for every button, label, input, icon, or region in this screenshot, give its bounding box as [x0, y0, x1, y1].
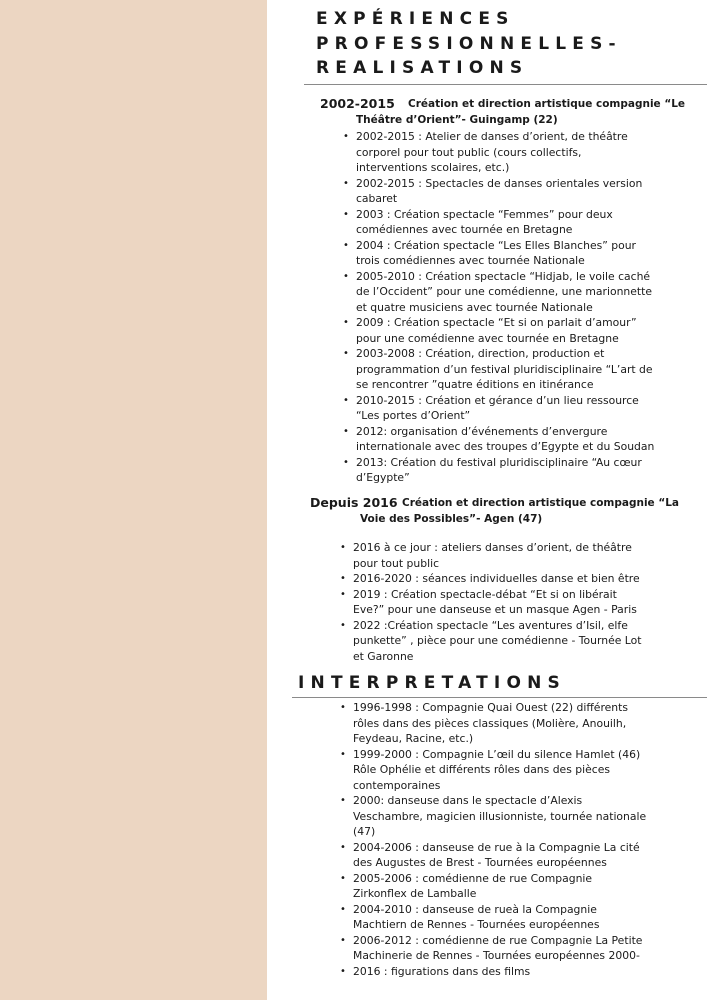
- list-item: [340, 964, 646, 980]
- period-2-list: [340, 540, 642, 664]
- bullet-icon: •: [343, 177, 349, 189]
- experiences-heading: [316, 7, 622, 81]
- item-line: 2005-2010 : Création spectacle “Hidjab, le voile caché: [356, 269, 651, 283]
- bullet-icon: •: [340, 748, 346, 760]
- bullet-icon: •: [340, 841, 346, 853]
- list-item: [343, 176, 654, 207]
- item-line: trois comédiennes avec tournée Nationale: [356, 254, 585, 267]
- bullet-icon: •: [343, 239, 349, 251]
- item-line: 2002-2015 : Spectacles de danses orientales version: [356, 176, 643, 190]
- list-item: [340, 902, 646, 933]
- period-title-line: Création et direction artistique compagnie “La: [402, 497, 679, 509]
- heading-line: REALISATIONS: [316, 58, 529, 78]
- interpretations-list: [340, 700, 647, 979]
- item-line: 2016-2020 : séances individuelles danse et bien être: [353, 572, 640, 585]
- item-line: Machtiern de Rennes - Tournées européennes: [353, 918, 600, 931]
- item-line: 2004-2010 : danseuse de rueà la Compagnie: [353, 902, 597, 916]
- bullet-icon: •: [343, 348, 349, 359]
- list-item: [340, 871, 646, 902]
- item-line: Eve?” pour une danseuse et un masque Agen - Paris: [353, 603, 637, 616]
- bullet-icon: •: [340, 934, 346, 946]
- item-line: et quatre musiciens avec tournée Nationale: [356, 300, 593, 314]
- item-line: corporel pour tout public (cours collectifs,: [356, 145, 582, 159]
- list-item: [343, 207, 654, 238]
- item-line: 2010-2015 : Création et gérance d’un lieu ressource: [356, 393, 639, 407]
- list-item: [340, 840, 646, 871]
- item-line: 2006-2012 : comédienne de rue Compagnie La Petite: [353, 933, 643, 947]
- item-line: 2003-2008 : Création, direction, production et: [356, 347, 605, 360]
- bullet-icon: •: [343, 208, 349, 220]
- item-line: (47): [353, 825, 376, 838]
- item-line: 2012: organisation d’événements d’envergure: [356, 424, 608, 438]
- item-line: 1999-2000 : Compagnie L’œil du silence Hamlet (46): [353, 747, 641, 761]
- item-line: pour tout public: [353, 556, 440, 570]
- period-title: [356, 97, 686, 128]
- section-divider: [304, 84, 707, 85]
- list-item: [340, 793, 647, 840]
- list-item: [343, 393, 654, 424]
- item-line: 2016 : figurations dans des films: [353, 964, 531, 978]
- item-line: 2022 :Création spectacle “Les aventures d’Isil, elfe: [353, 618, 628, 632]
- bullet-icon: •: [343, 317, 349, 328]
- list-item: [343, 238, 654, 269]
- item-line: programmation d’un festival pluridisciplinaire “L’art de: [356, 362, 653, 376]
- list-item: [340, 933, 646, 964]
- bullet-icon: •: [343, 425, 349, 437]
- list-item: [343, 315, 654, 346]
- item-line: cabaret: [356, 192, 398, 205]
- period-title-line: Théâtre d’Orient”- Guingamp (22): [356, 113, 558, 126]
- list-item: [343, 129, 654, 176]
- bullet-icon: •: [343, 131, 349, 142]
- heading-line: PROFESSIONNELLES-: [316, 33, 622, 54]
- item-line: Machinerie de Rennes - Tournées européennes 2000-: [353, 949, 640, 962]
- list-item: [340, 618, 642, 665]
- item-line: 2016 à ce jour : ateliers danses d’orient, de théâtre: [353, 541, 632, 554]
- item-line: 2013: Création du festival pluridisciplinaire “Au cœur: [356, 455, 642, 469]
- list-item: [343, 346, 654, 393]
- item-line: 2003 : Création spectacle “Femmes” pour deux: [356, 207, 613, 221]
- list-item: [343, 269, 654, 316]
- period-2002-2015: [267, 96, 707, 130]
- item-line: 1996-1998 : Compagnie Quai Ouest (22) différents: [353, 701, 628, 714]
- section-divider: [292, 697, 707, 698]
- item-line: 2009 : Création spectacle “Et si on parlait d’amour”: [356, 316, 637, 329]
- period-year: 2002-2015: [320, 96, 395, 111]
- heading-line: EXPÉRIENCES: [316, 9, 515, 29]
- bullet-icon: •: [343, 394, 349, 406]
- item-line: Feydeau, Racine, etc.): [353, 732, 474, 745]
- period-title-line: Création et direction artistique compagnie “Le: [408, 98, 686, 110]
- list-item: [340, 540, 641, 571]
- period-title: [360, 496, 679, 527]
- item-line: contemporaines: [353, 778, 441, 792]
- bullet-icon: •: [340, 702, 346, 713]
- item-line: de l’Occident” pour une comédienne, une marionnette: [356, 285, 653, 298]
- item-line: 2005-2006 : comédienne de rue Compagnie: [353, 871, 593, 885]
- period-1-list: [343, 129, 655, 486]
- bullet-icon: •: [340, 872, 346, 884]
- item-line: Rôle Ophélie et différents rôles dans des pièces: [353, 763, 610, 776]
- resume-content: [267, 0, 707, 1000]
- item-line: punkette” , pièce pour une comédienne - Tournée Lot: [353, 634, 642, 647]
- interpretations-heading: [298, 671, 566, 696]
- item-line: 2004 : Création spectacle “Les Elles Blanches” pour: [356, 238, 636, 252]
- period-depuis-2016: [267, 495, 707, 529]
- item-line: rôles dans des pièces classiques (Molière, Anouilh,: [353, 716, 627, 730]
- item-line: comédiennes avec tournée en Bretagne: [356, 223, 573, 236]
- list-item: [343, 424, 655, 455]
- list-item: [340, 700, 646, 747]
- item-line: et Garonne: [353, 649, 414, 663]
- list-item: [343, 455, 654, 486]
- item-line: 2002-2015 : Atelier de danses d’orient, de théâtre: [356, 130, 628, 143]
- item-line: Zirkonflex de Lamballe: [353, 887, 477, 900]
- item-line: pour une comédienne avec tournée en Bretagne: [356, 331, 619, 345]
- item-line: Veschambre, magicien illusionniste, tournée nationale: [353, 809, 647, 823]
- bullet-icon: •: [343, 270, 349, 282]
- period-year: Depuis 2016: [310, 495, 398, 510]
- bullet-icon: •: [340, 573, 346, 584]
- item-line: internationale avec des troupes d’Egypte et du Soudan: [356, 440, 655, 453]
- list-item: [340, 587, 641, 618]
- bullet-icon: •: [340, 903, 346, 915]
- period-title-line: Voie des Possibles”- Agen (47): [360, 512, 543, 525]
- list-item: [340, 571, 641, 587]
- item-line: 2004-2006 : danseuse de rue à la Compagnie La cité: [353, 840, 640, 854]
- bullet-icon: •: [343, 456, 349, 468]
- item-line: 2019 : Création spectacle-débat “Et si on libérait: [353, 587, 617, 601]
- item-line: 2000: danseuse dans le spectacle d’Alexis: [353, 794, 583, 807]
- bullet-icon: •: [340, 619, 346, 631]
- bullet-icon: •: [340, 542, 346, 553]
- heading-line: INTERPRETATIONS: [298, 673, 566, 693]
- item-line: d’Egypte”: [356, 471, 410, 484]
- bullet-icon: •: [340, 795, 346, 806]
- bullet-icon: •: [340, 965, 346, 977]
- item-line: interventions scolaires, etc.): [356, 161, 510, 174]
- item-line: “Les portes d’Orient”: [356, 409, 471, 422]
- list-item: [340, 747, 646, 794]
- item-line: des Augustes de Brest - Tournées européennes: [353, 856, 607, 869]
- sidebar-panel: [0, 0, 267, 1000]
- bullet-icon: •: [340, 588, 346, 600]
- item-line: se rencontrer ”quatre éditions en itinérance: [356, 378, 594, 391]
